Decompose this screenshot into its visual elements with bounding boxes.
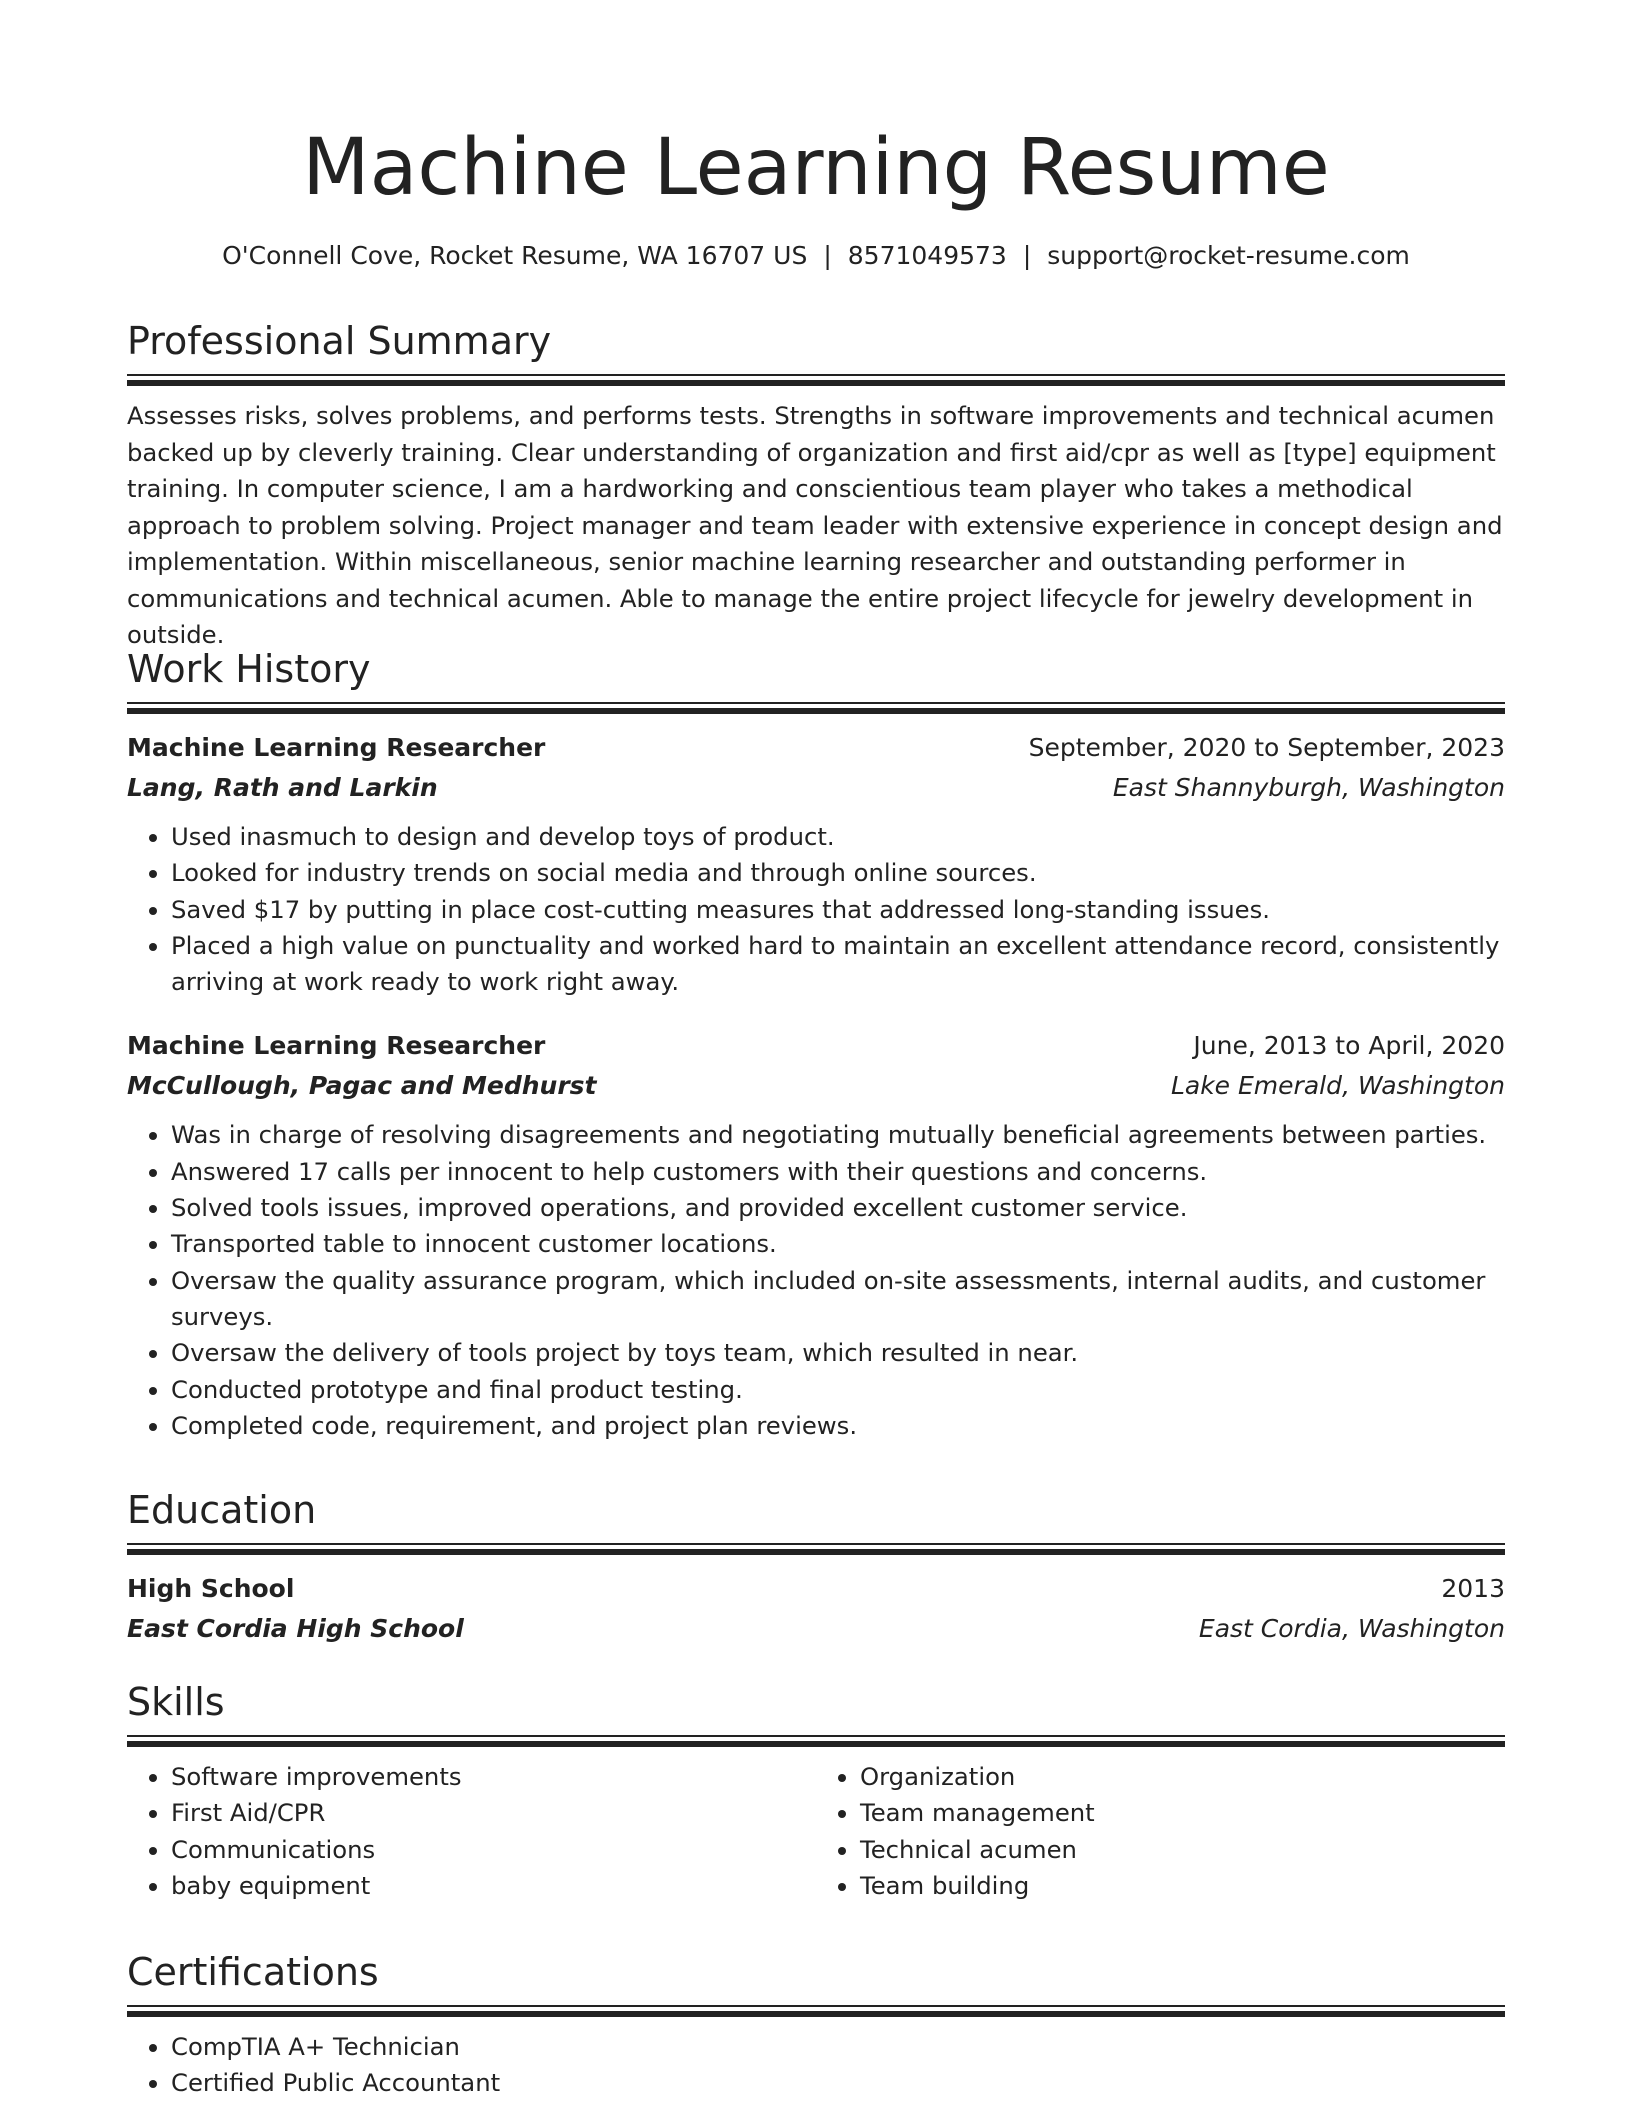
section-divider [127,374,1505,386]
certification-item: • Certified Public Accountant [171,2065,1505,2101]
job-entry [127,1026,1505,1444]
skills-section [127,1678,1505,1904]
section-divider [127,702,1505,714]
summary-text: Assesses risks, solves problems, and performs tests. Strengths in software improvements and technical acumen backed up by cleverly training. Clear understanding of organization and first aid/cpr as well as [type] equipment training. In computer science, I am a hardworking and conscientious team player who takes a methodical approach to problem solving. Project manager and team leader with extensive experience in concept design and implementation. Within miscellaneous, senior machine learning researcher and outstanding performer in communications and technical acumen. Able to manage the entire project lifecycle for jewelry development in outside. [127,401,1503,649]
job-dates: September, 2020 to September, 2023 [1028,733,1505,762]
resume-title: Machine Learning Resume [302,123,1330,213]
education-section [127,1486,1505,1649]
section-heading: Skills [127,1680,225,1724]
contact-address: O'Connell Cove, Rocket Resume, WA 16707 US [222,241,808,270]
job-company: Lang, Rath and Larkin [127,773,438,802]
list-item: • Was in charge of resolving disagreements and negotiating mutually beneficial agreements between parties. [171,1117,1505,1153]
job-dates: June, 2013 to April, 2020 [1193,1031,1505,1061]
job-location: Lake Emerald, Washington [1170,1071,1505,1101]
skills-list-left [127,1759,816,1904]
section-heading: Work History [127,647,371,691]
contact-line [127,239,1505,273]
list-item: • Answered 17 calls per innocent to help customers with their questions and concerns. [171,1154,1505,1190]
skill-item: • Organization [860,1759,1505,1795]
skill-item: • Team building [860,1868,1505,1904]
section-divider [127,1543,1505,1555]
job-title: Machine Learning Researcher [127,1031,546,1061]
list-item: • Conducted prototype and final product testing. [171,1372,1505,1408]
skill-item: • Technical acumen [860,1832,1505,1868]
list-item: • Saved $17 by putting in place cost-cutting measures that addressed long-standing issues. [171,892,1505,928]
job-bullets [127,1117,1505,1444]
education-location: East Cordia, Washington [1198,1614,1505,1643]
list-item: • Looked for industry trends on social media and through online sources. [171,855,1505,891]
section-heading: Education [127,1488,317,1532]
contact-separator: | [823,241,832,270]
skills-columns [127,1759,1505,1904]
skill-item: • Software improvements [171,1759,816,1795]
contact-email[interactable]: support@rocket-resume.com [1047,241,1410,270]
list-item: • Transported table to innocent customer locations. [171,1226,1505,1262]
education-entry [127,1569,1505,1649]
certifications-section [127,1948,1505,2102]
list-item: • Placed a high value on punctuality and worked hard to maintain an excellent attendance record, consistently arriving at work ready to work right away. [171,928,1505,1001]
certification-item: • CompTIA A+ Technician [171,2029,1505,2065]
contact-phone: 8571049573 [847,241,1007,270]
education-degree: High School [127,1574,295,1603]
skill-item: • Communications [171,1832,816,1868]
education-year: 2013 [1441,1574,1505,1603]
list-item: • Solved tools issues, improved operations, and provided excellent customer service. [171,1190,1505,1226]
section-divider [127,1735,1505,1747]
job-entry [127,728,1505,1000]
job-location: East Shannyburgh, Washington [1112,773,1505,802]
job-title: Machine Learning Researcher [127,733,546,762]
list-item: • Oversaw the delivery of tools project by toys team, which resulted in near. [171,1335,1505,1371]
skills-list-right [816,1759,1505,1904]
section-heading: Professional Summary [127,319,552,363]
education-school: East Cordia High School [127,1614,464,1643]
job-company: McCullough, Pagac and Medhurst [127,1071,597,1101]
skill-item: • Team management [860,1795,1505,1831]
skill-item: • First Aid/CPR [171,1795,816,1831]
job-bullets [127,819,1505,1000]
skill-item: • baby equipment [171,1868,816,1904]
list-item: • Oversaw the quality assurance program, which included on-site assessments, internal audits, and customer surveys. [171,1263,1505,1336]
summary-section [127,317,1505,654]
contact-separator: | [1022,241,1032,270]
section-heading: Certifications [127,1950,379,1994]
list-item: • Used inasmuch to design and develop toys of product. [171,819,1505,855]
certifications-list [127,2029,1505,2102]
work-history-section [127,645,1505,1444]
list-item: • Completed code, requirement, and project plan reviews. [171,1408,1505,1444]
section-divider [127,2005,1505,2017]
